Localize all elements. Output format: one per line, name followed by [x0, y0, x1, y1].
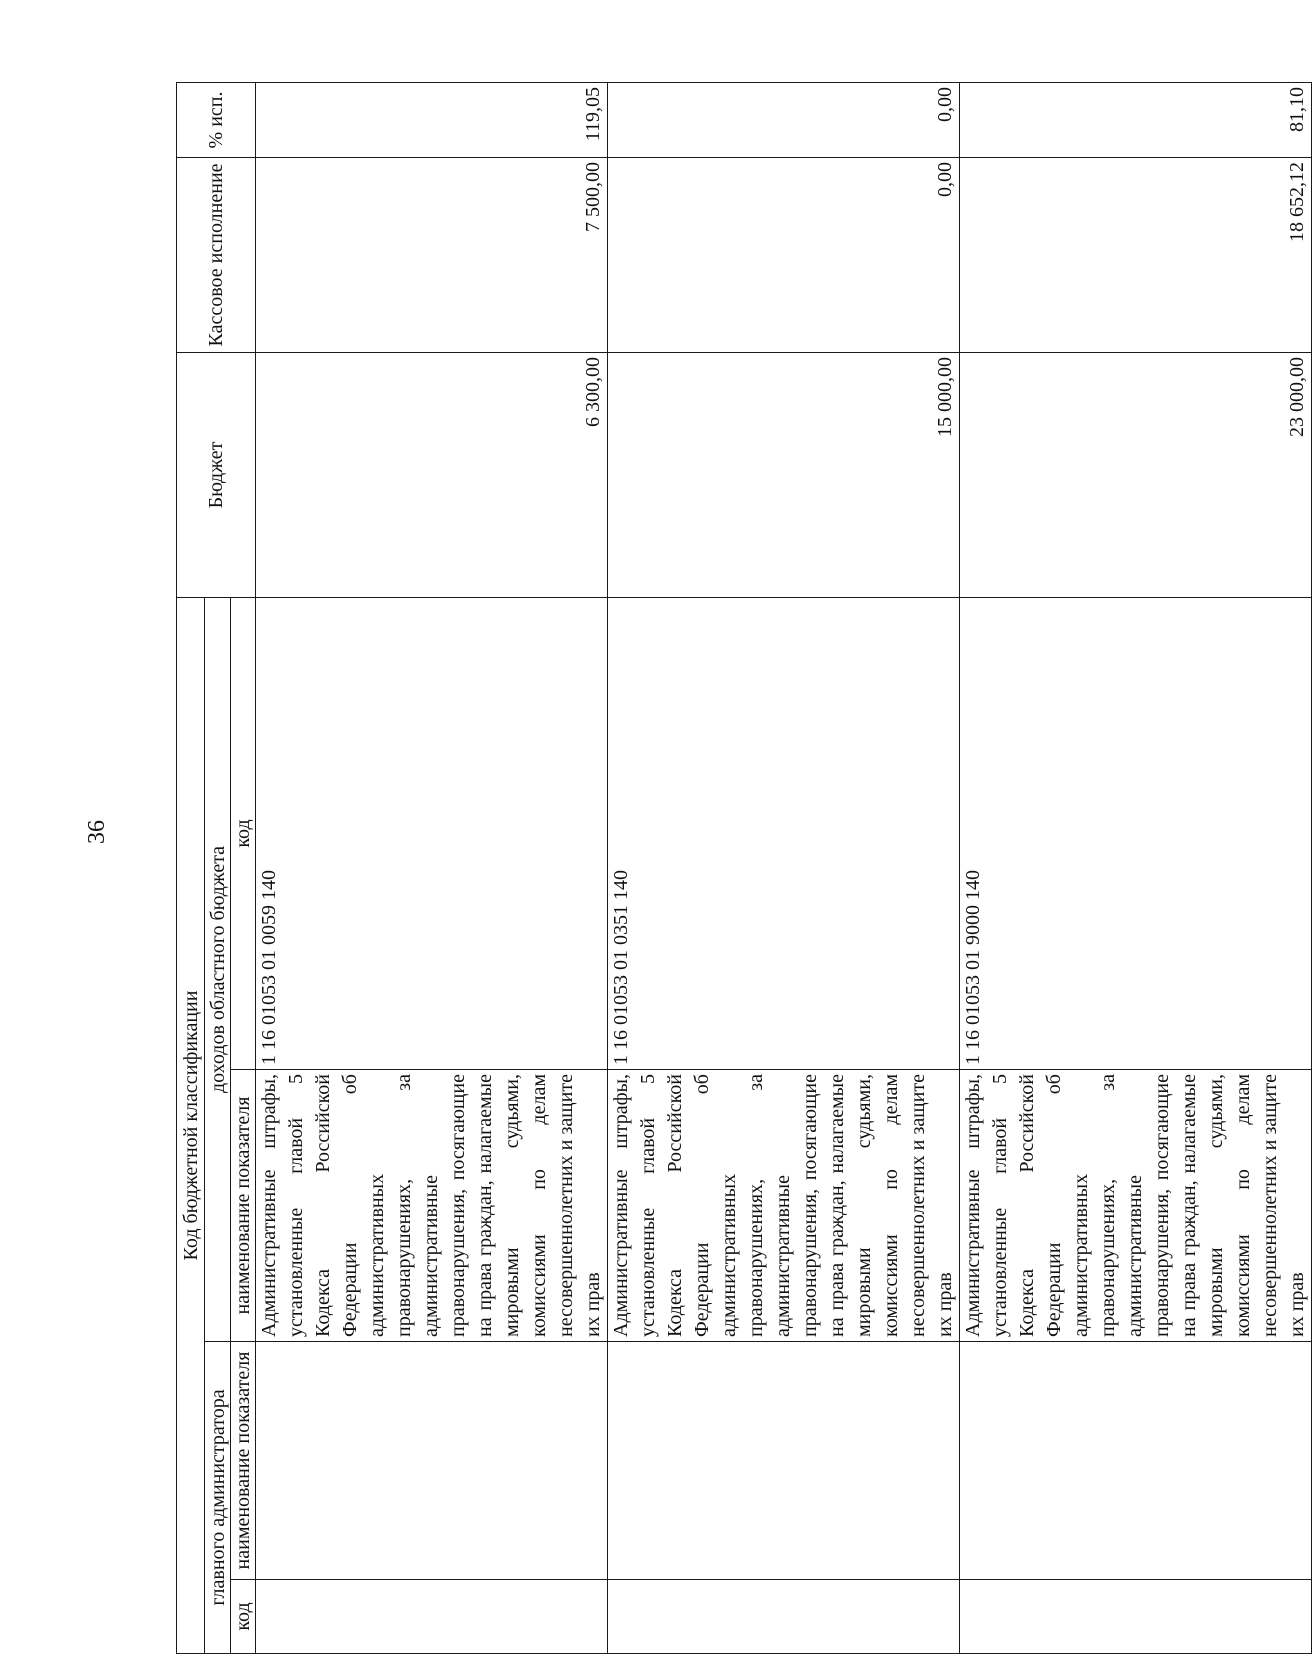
- income-code-cell: 1 16 01053 01 0059 140: [256, 597, 608, 1069]
- admin-name-cell: [960, 1342, 1312, 1580]
- header-code-classification: Код бюджетной классификации: [177, 597, 205, 1653]
- budget-cell: 23 000,00: [960, 352, 1312, 597]
- indicator-name-cell: [608, 1070, 960, 1342]
- income-code-cell: 1 16 01053 01 0351 140: [608, 597, 960, 1069]
- header-cash-execution: Кассовое исполнение: [177, 157, 256, 352]
- indicator-name-cell: [960, 1070, 1312, 1342]
- indicator-name-cell: [256, 1070, 608, 1342]
- cash-cell: 7 500,00: [256, 157, 608, 352]
- indicator-name-text: Административные штрафы, установленные главой 5 Кодекса Российской Федерации об административных правонарушениях, за административные правонарушения, посягающие на права граждан, налагаемые мировыми судьями, комиссиями по делам: [962, 1074, 1254, 1337]
- header-indicator-name: наименование показателя: [231, 1070, 256, 1342]
- indicator-name-last-line: несовершеннолетних и защите их прав: [907, 1074, 956, 1337]
- table-row: [608, 82, 960, 1653]
- indicator-name-last-line: несовершеннолетних и защите их прав: [1259, 1074, 1308, 1337]
- budget-cell: 6 300,00: [256, 352, 608, 597]
- budget-cell: 15 000,00: [608, 352, 960, 597]
- admin-name-cell: [608, 1342, 960, 1580]
- admin-name-cell: [256, 1342, 608, 1580]
- indicator-name-text: Административные штрафы, установленные главой 5 Кодекса Российской Федерации об административных правонарушениях, за административные правонарушения, посягающие на права граждан, налагаемые мировыми судьями, комиссиями по делам: [258, 1074, 550, 1337]
- percent-cell: 81,10: [960, 82, 1312, 157]
- admin-code-cell: [608, 1580, 960, 1654]
- cash-cell: 18 652,12: [960, 157, 1312, 352]
- header-income-code: код: [231, 597, 256, 1069]
- header-admin-name: наименование показателя: [231, 1342, 256, 1580]
- rotated-table-container: [176, 86, 1308, 1654]
- budget-income-table: [176, 82, 1312, 1654]
- cash-cell: 0,00: [608, 157, 960, 352]
- admin-code-cell: [256, 1580, 608, 1654]
- header-percent: % исп.: [177, 82, 256, 157]
- header-budget-income: доходов областного бюджета: [205, 597, 231, 1341]
- income-code-cell: 1 16 01053 01 9000 140: [960, 597, 1312, 1069]
- indicator-name-last-line: несовершеннолетних и защите их прав: [555, 1074, 604, 1337]
- header-chief-administrator: главного администратора: [205, 1342, 231, 1654]
- percent-cell: 0,00: [608, 82, 960, 157]
- admin-code-cell: [960, 1580, 1312, 1654]
- percent-cell: 119,05: [256, 82, 608, 157]
- table-row: [960, 82, 1312, 1653]
- table-row: [256, 82, 608, 1653]
- indicator-name-text: Административные штрафы, установленные главой 5 Кодекса Российской Федерации об административных правонарушениях, за административные правонарушения, посягающие на права граждан, налагаемые мировыми судьями, комиссиями по делам: [610, 1074, 902, 1337]
- header-admin-code: код: [231, 1580, 256, 1654]
- header-budget: Бюджет: [177, 352, 256, 597]
- page-number: 36: [84, 820, 110, 844]
